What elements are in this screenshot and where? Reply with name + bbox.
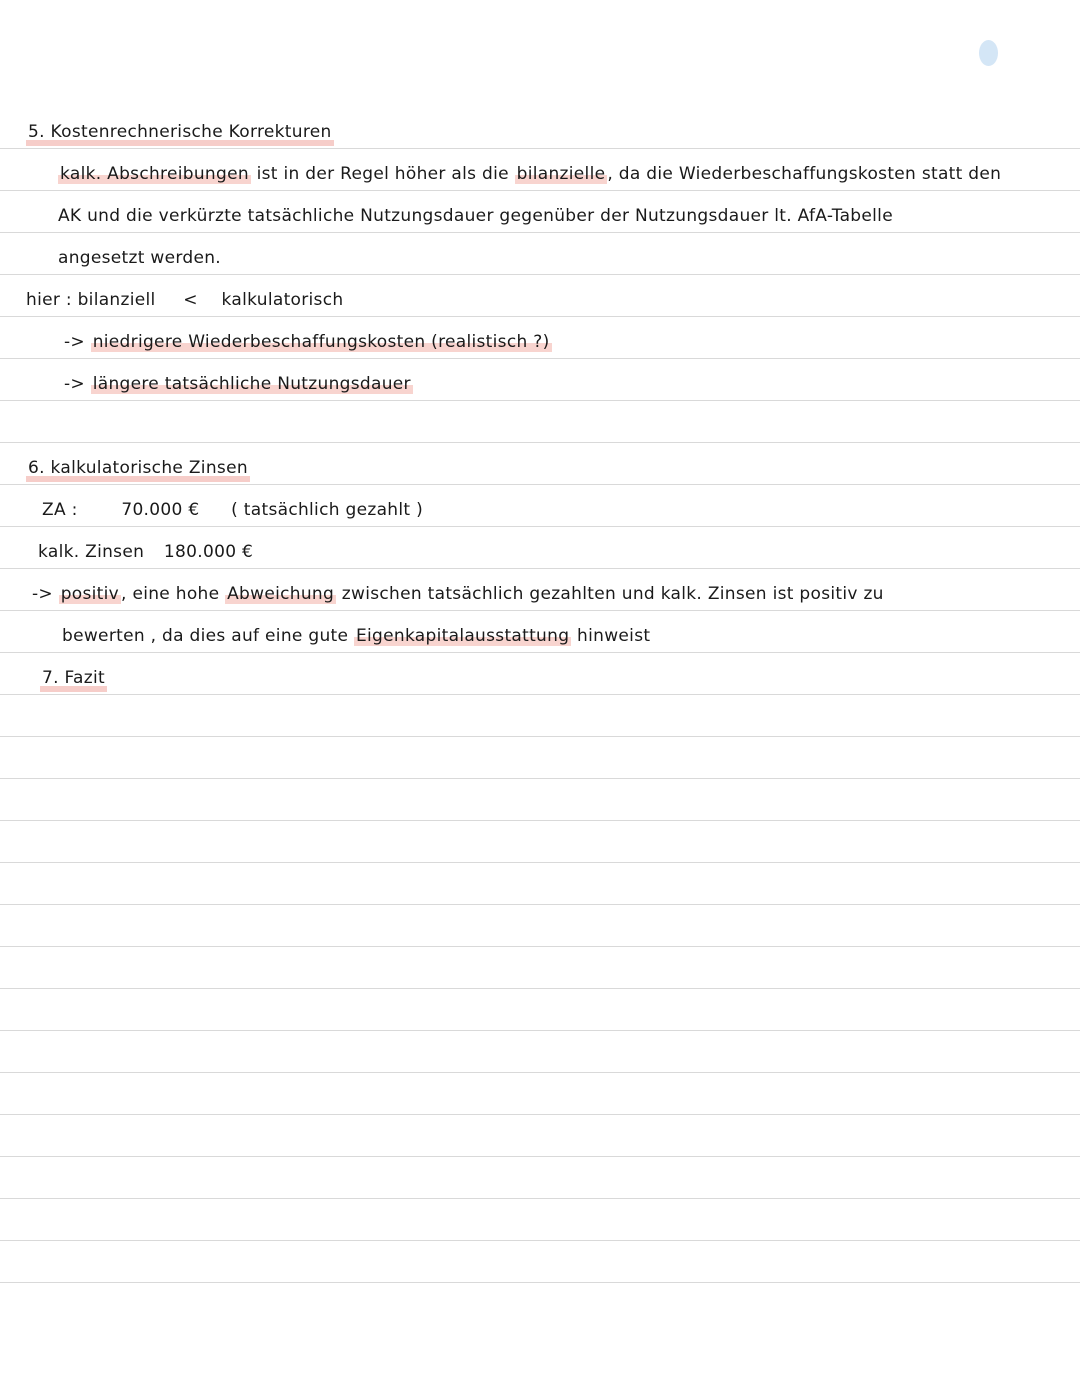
section5-line2: AK und die verkürzte tatsächliche Nutzungsdauer gegenüber der Nutzungsdauer lt. AfA-Tabelle	[58, 206, 893, 226]
conclusion-line2-a: bewerten , da dies auf eine gute	[62, 626, 349, 646]
bullet-1	[64, 332, 552, 352]
za-value: 70.000 €	[121, 500, 200, 520]
conclusion-line1	[32, 584, 884, 604]
arrow-icon: ->	[64, 332, 85, 352]
section5-line1	[58, 164, 1001, 184]
kalk-zinsen-line	[38, 542, 253, 562]
kalk-label: kalk. Zinsen	[38, 542, 145, 562]
ink-dot-marker	[979, 40, 998, 66]
bullet-2	[64, 374, 413, 394]
compare-sign: <	[183, 290, 198, 310]
highlight-kalk-abschreibungen: kalk. Abschreibungen	[60, 164, 249, 184]
section5-line3: angesetzt werden.	[58, 248, 221, 268]
arrow-icon: ->	[64, 374, 85, 394]
section6-heading	[26, 458, 250, 482]
highlight-bilanzielle: bilanzielle	[516, 164, 606, 184]
compare-value: kalkulatorisch	[221, 290, 344, 310]
za-line	[42, 500, 423, 520]
section7-heading-text: 7. Fazit	[40, 670, 107, 692]
za-label: ZA :	[42, 500, 78, 520]
section5-heading	[26, 122, 334, 146]
za-note: ( tatsächlich gezahlt )	[231, 500, 423, 520]
highlight-abweichung: Abweichung	[227, 584, 335, 604]
highlight-positiv: positiv	[60, 584, 120, 604]
bullet-2-text: längere tatsächliche Nutzungsdauer	[92, 374, 411, 394]
highlight-eigenkapitalausstattung: Eigenkapitalausstattung	[355, 626, 570, 646]
conclusion-line2-c: hinweist	[577, 626, 651, 646]
line1-text-b: ist in der Regel höher als die	[256, 164, 509, 184]
section5-heading-text: 5. Kostenrechnerische Korrekturen	[26, 124, 334, 146]
section7-heading	[40, 668, 107, 692]
line1-text-d: , da die Wiederbeschaffungskosten statt den	[607, 164, 1002, 184]
bullet-1-text: niedrigere Wiederbeschaffungskosten (realistisch ?)	[92, 332, 550, 352]
conclusion-d: zwischen tatsächlich gezahlten und kalk. Zinsen ist positiv zu	[341, 584, 884, 604]
compare-label: hier : bilanziell	[26, 290, 156, 310]
kalk-value: 180.000 €	[163, 542, 254, 562]
arrow-icon: ->	[32, 584, 53, 604]
compare-line	[26, 290, 343, 310]
section6-heading-text: 6. kalkulatorische Zinsen	[26, 460, 250, 482]
conclusion-line2	[62, 626, 650, 646]
conclusion-b: , eine hohe	[121, 584, 220, 604]
